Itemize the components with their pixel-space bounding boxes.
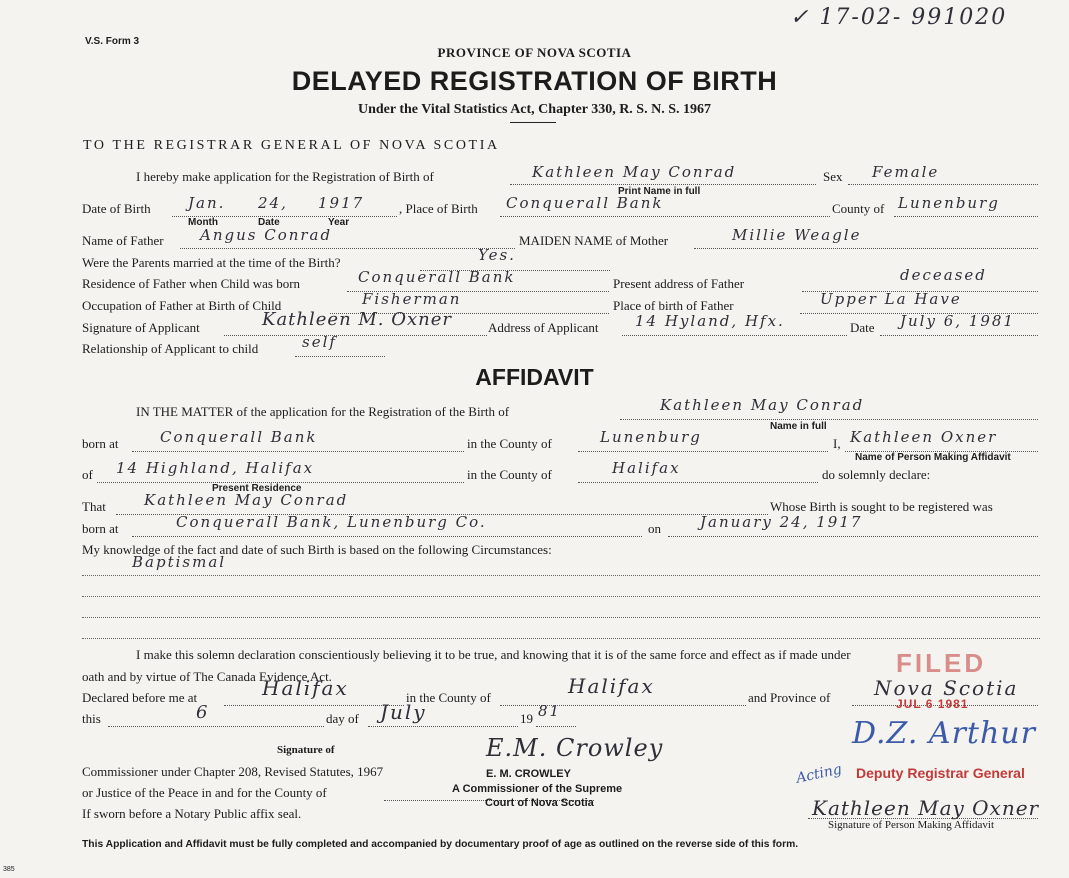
circumstance-line-2	[82, 596, 1040, 597]
mother-line	[694, 248, 1038, 249]
commissioner-stamp-line2: Court of Nova Scotia	[485, 797, 594, 809]
residence-caption: Present Residence	[212, 483, 302, 494]
matter-line	[620, 419, 1038, 420]
dob-month: Jan.	[188, 194, 226, 212]
date-label: Date	[850, 320, 875, 335]
address-value: 14 Hyland, Hfx.	[635, 312, 785, 330]
circumstance-value: Baptismal	[132, 553, 227, 571]
sex-label: Sex	[823, 169, 843, 184]
born-date-value-2: January 24, 1917	[700, 513, 863, 531]
declared-line	[224, 705, 404, 706]
father-value: Angus Conrad	[200, 226, 333, 244]
declaration-line-2: oath and by virtue of The Canada Evidence Act.	[82, 669, 332, 684]
affidavit-heading: AFFIDAVIT	[475, 364, 594, 390]
dob-day: 24,	[258, 194, 288, 212]
declared-label: Declared before me at	[82, 690, 198, 705]
registration-number: ✓ 17-02- 991020	[790, 5, 1008, 30]
county-line-1	[578, 451, 828, 452]
father-label: Name of Father	[82, 233, 164, 248]
mother-label: MAIDEN NAME of Mother	[519, 233, 669, 248]
born-date-line-2	[668, 536, 1038, 537]
county-label-3: in the County of	[406, 690, 491, 705]
justice-line: or Justice of the Peace in and for the County of	[82, 785, 327, 800]
day-of-label: day of	[326, 711, 359, 726]
sex-line	[848, 184, 1038, 185]
relationship-label: Relationship of Applicant to child	[82, 341, 259, 356]
matter-label: IN THE MATTER of the application for the Registration of the Birth of	[136, 404, 510, 419]
print-name-caption: Print Name in full	[618, 186, 701, 197]
county-value-1: Lunenburg	[600, 428, 702, 446]
commissioner-signature: E.M. Crowley	[486, 734, 664, 762]
address-label: Address of Applicant	[488, 320, 599, 335]
declared-at-value: Halifax	[262, 676, 349, 700]
child-name-value: Kathleen May Conrad	[532, 163, 737, 181]
occupation-label: Occupation of Father at Birth of Child	[82, 298, 282, 313]
father-birthplace-label: Place of birth of Father	[613, 298, 734, 313]
year-value: 81	[538, 702, 562, 720]
affidavit-name: Kathleen May Conrad	[660, 396, 865, 414]
year-caption: Year	[328, 217, 350, 228]
father-line	[180, 248, 515, 249]
residence-father-label: Residence of Father when Child was born	[82, 276, 301, 291]
province-value: Nova Scotia	[874, 676, 1019, 700]
affiant-caption: Name of Person Making Affidavit	[855, 452, 1011, 463]
county-value-2: Halifax	[612, 459, 681, 477]
place-label: , Place of Birth	[399, 201, 478, 216]
form-subtitle: Under the Vital Statistics Act, Chapter 330, R. S. N. S. 1967	[358, 102, 711, 117]
signature-label: Signature of Applicant	[82, 320, 200, 335]
declaration-line-1: I make this solemn declaration conscientiously believing it to be true, and knowing that it is of the same force and effect as if made under	[136, 647, 851, 662]
county-label-1: in the County of	[467, 436, 552, 451]
place-line	[500, 216, 830, 217]
signature-of-label: Signature of	[277, 744, 335, 756]
born-place-line-2	[132, 536, 642, 537]
residence-value: 14 Highland, Halifax	[116, 459, 315, 477]
month-caption: Month	[188, 217, 218, 228]
place-label-text: Place of Birth	[405, 201, 478, 216]
address-line	[622, 335, 847, 336]
year-line	[536, 726, 576, 727]
year-prefix: 19	[520, 711, 533, 726]
filed-stamp: FILED	[896, 648, 987, 678]
sex-value: Female	[872, 163, 940, 181]
born-at-value: Conquerall Bank	[160, 428, 318, 446]
county-value: Lunenburg	[898, 194, 1000, 212]
corner-number: 385	[3, 866, 15, 873]
date-caption: Date	[258, 217, 280, 228]
born-at-label-2: born at	[82, 521, 119, 536]
residence-father-value: Conquerall Bank	[358, 268, 516, 286]
date-line	[880, 335, 1038, 336]
day-line	[108, 726, 324, 727]
county-line-2	[578, 482, 818, 483]
province-label: and Province of	[748, 690, 831, 705]
that-label: That	[82, 499, 106, 514]
province-heading: PROVINCE OF NOVA SCOTIA	[437, 45, 632, 60]
mother-value: Millie Weagle	[732, 226, 862, 244]
commissioner-stamp-line1: A Commissioner of the Supreme	[452, 783, 623, 795]
born-at-line	[132, 451, 464, 452]
notary-line: If sworn before a Notary Public affix seal.	[82, 806, 302, 821]
knowledge-label: My knowledge of the fact and date of such Birth is based on the following Circumstances:	[82, 542, 552, 557]
married-value: Yes.	[478, 246, 516, 264]
whose-birth-label: Whose Birth is sought to be registered was	[770, 499, 993, 514]
date-value: July 6, 1981	[900, 312, 1015, 330]
subtitle-rule	[510, 122, 556, 123]
registrar-title: Deputy Registrar General	[856, 765, 1025, 781]
born-at-label: born at	[82, 436, 119, 451]
form-id: V.S. Form 3	[85, 36, 140, 47]
that-name-value: Kathleen May Conrad	[144, 491, 349, 509]
county-line-3	[500, 705, 746, 706]
filed-date-stamp: JUL 6 1981	[896, 697, 969, 711]
registrar-signature: D.Z. Arthur	[852, 716, 1036, 751]
declare-label: do solemnly declare:	[822, 467, 931, 482]
affiant-value: Kathleen Oxner	[850, 428, 998, 446]
intro-label: I hereby make application for the Registration of Birth of	[136, 169, 434, 184]
this-label: this	[82, 711, 101, 726]
dob-label: Date of Birth	[82, 201, 151, 216]
relationship-value: self	[302, 333, 337, 351]
county-label-2: in the County of	[467, 467, 552, 482]
of-label: of	[82, 467, 93, 482]
present-address-father-label: Present address of Father	[613, 276, 745, 291]
married-label: Were the Parents married at the time of the Birth?	[82, 255, 341, 270]
footer-note: This Application and Affidavit must be fully completed and accompanied by documentary proof of age as outlined on the reverse side of this form.	[82, 839, 799, 850]
commissioner-stamp-name: E. M. CROWLEY	[486, 768, 571, 780]
form-title: DELAYED REGISTRATION OF BIRTH	[291, 66, 778, 96]
commissioner-line: Commissioner under Chapter 208, Revised Statutes, 1967	[82, 764, 384, 779]
applicant-signature: Kathleen M. Oxner	[262, 309, 453, 330]
father-birthplace-value: Upper La Have	[820, 290, 962, 308]
circumstance-line-3	[82, 617, 1040, 618]
acting-note: Acting	[794, 761, 844, 787]
county-label: County of	[832, 201, 885, 216]
circumstance-line-4	[82, 638, 1040, 639]
name-caption: Name in full	[770, 421, 827, 432]
present-address-father-value: deceased	[900, 266, 987, 284]
i-label: I,	[833, 436, 841, 451]
place-value: Conquerall Bank	[506, 194, 664, 212]
on-label: on	[648, 521, 661, 536]
child-name-line	[510, 184, 816, 185]
day-value: 6	[196, 702, 210, 723]
salutation: TO THE REGISTRAR GENERAL OF NOVA SCOTIA	[83, 138, 500, 153]
month-value: July	[380, 700, 427, 724]
relationship-line	[295, 356, 385, 357]
county-line	[894, 216, 1038, 217]
signature-line	[224, 335, 487, 336]
dob-year: 1917	[318, 194, 365, 212]
born-place-value-2: Conquerall Bank, Lunenburg Co.	[176, 513, 487, 531]
month-line	[368, 726, 518, 727]
occupation-value: Fisherman	[362, 290, 462, 308]
circumstance-line-1	[82, 575, 1040, 576]
affiant-signature-caption: Signature of Person Making Affidavit	[828, 819, 994, 831]
affiant-signature: Kathleen May Oxner	[812, 796, 1040, 820]
county-value-3: Halifax	[568, 674, 655, 698]
